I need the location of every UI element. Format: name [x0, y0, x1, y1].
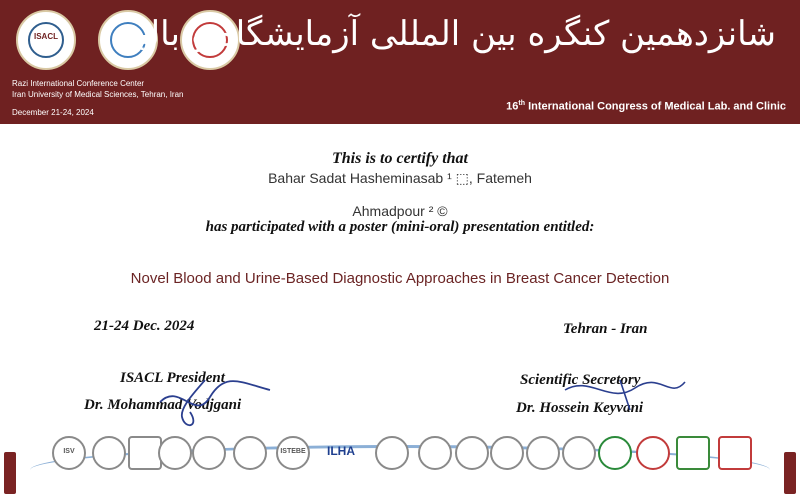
congress-number: 16: [506, 100, 519, 113]
ilha-logo-icon: ILHA: [327, 444, 355, 458]
istebe-logo-icon: ISTEBE: [276, 436, 310, 470]
participation-line: has participated with a poster (mini-oral) presentation entitled:: [205, 219, 595, 235]
venue-line-1: Razi International Conference Center: [12, 79, 145, 88]
association-logo-12-icon: [490, 436, 524, 470]
congress-number-suffix: th: [518, 100, 526, 107]
association-logo-11-icon: [455, 436, 489, 470]
isacl-logo-icon: [16, 10, 76, 70]
association-logo-14-icon: [562, 436, 596, 470]
author-names-line-1: Bahar Sadat Hasheminasab ¹ ⬚, Fatemeh: [268, 170, 532, 186]
author-names-line-2: Ahmadpour ² ©: [352, 203, 448, 219]
association-logo-2-icon: [92, 436, 126, 470]
venue-line-2: Iran University of Medical Sciences, Tehran, Iran: [12, 90, 184, 99]
association-logo-9-icon: [375, 436, 409, 470]
association-logo-16-icon: [636, 436, 670, 470]
association-logo-15-icon: [598, 436, 632, 470]
right-signature-icon: [560, 370, 690, 420]
persian-congress-title: شانزدهمین کنگره بین المللی آزمایشگاه و بالین: [113, 14, 776, 54]
congress-english-title: [506, 100, 786, 113]
certificate-header: [0, 0, 800, 124]
association-logo-4-icon: [158, 436, 192, 470]
left-signatory-role: ISACL President: [120, 370, 225, 386]
association-logo-10-icon: [418, 436, 452, 470]
left-signatory-name: Dr. Mohammad Vodjgani: [84, 397, 242, 413]
association-logo-13-icon: [526, 436, 560, 470]
left-footer-tab: [4, 452, 16, 494]
right-footer-tab: [784, 452, 796, 494]
venue-dates: December 21-24, 2024: [12, 108, 94, 117]
association-logo-3-icon: [128, 436, 162, 470]
association-logo-18-icon: [718, 436, 752, 470]
association-logo-17-icon: [676, 436, 710, 470]
presentation-title: Novel Blood and Urine-Based Diagnostic Approaches in Breast Cancer Detection: [130, 270, 670, 287]
isacl-logo-text: ISACL: [34, 32, 58, 41]
association-logo-5-icon: [192, 436, 226, 470]
association-logo-6-icon: [233, 436, 267, 470]
left-signature-icon: [150, 372, 280, 432]
right-signatory-name: Dr. Hossein Keyvani: [516, 400, 644, 416]
certify-line: This is to certify that: [332, 150, 468, 167]
certificate-location: Tehran - Iran: [563, 321, 648, 337]
isv-logo-icon: ISV: [52, 436, 86, 470]
certificate-date: 21-24 Dec. 2024: [94, 318, 195, 334]
right-signatory-role: Scientific Secretory: [520, 372, 641, 388]
congress-title-rest: International Congress of Medical Lab. and Clinic: [525, 100, 786, 113]
